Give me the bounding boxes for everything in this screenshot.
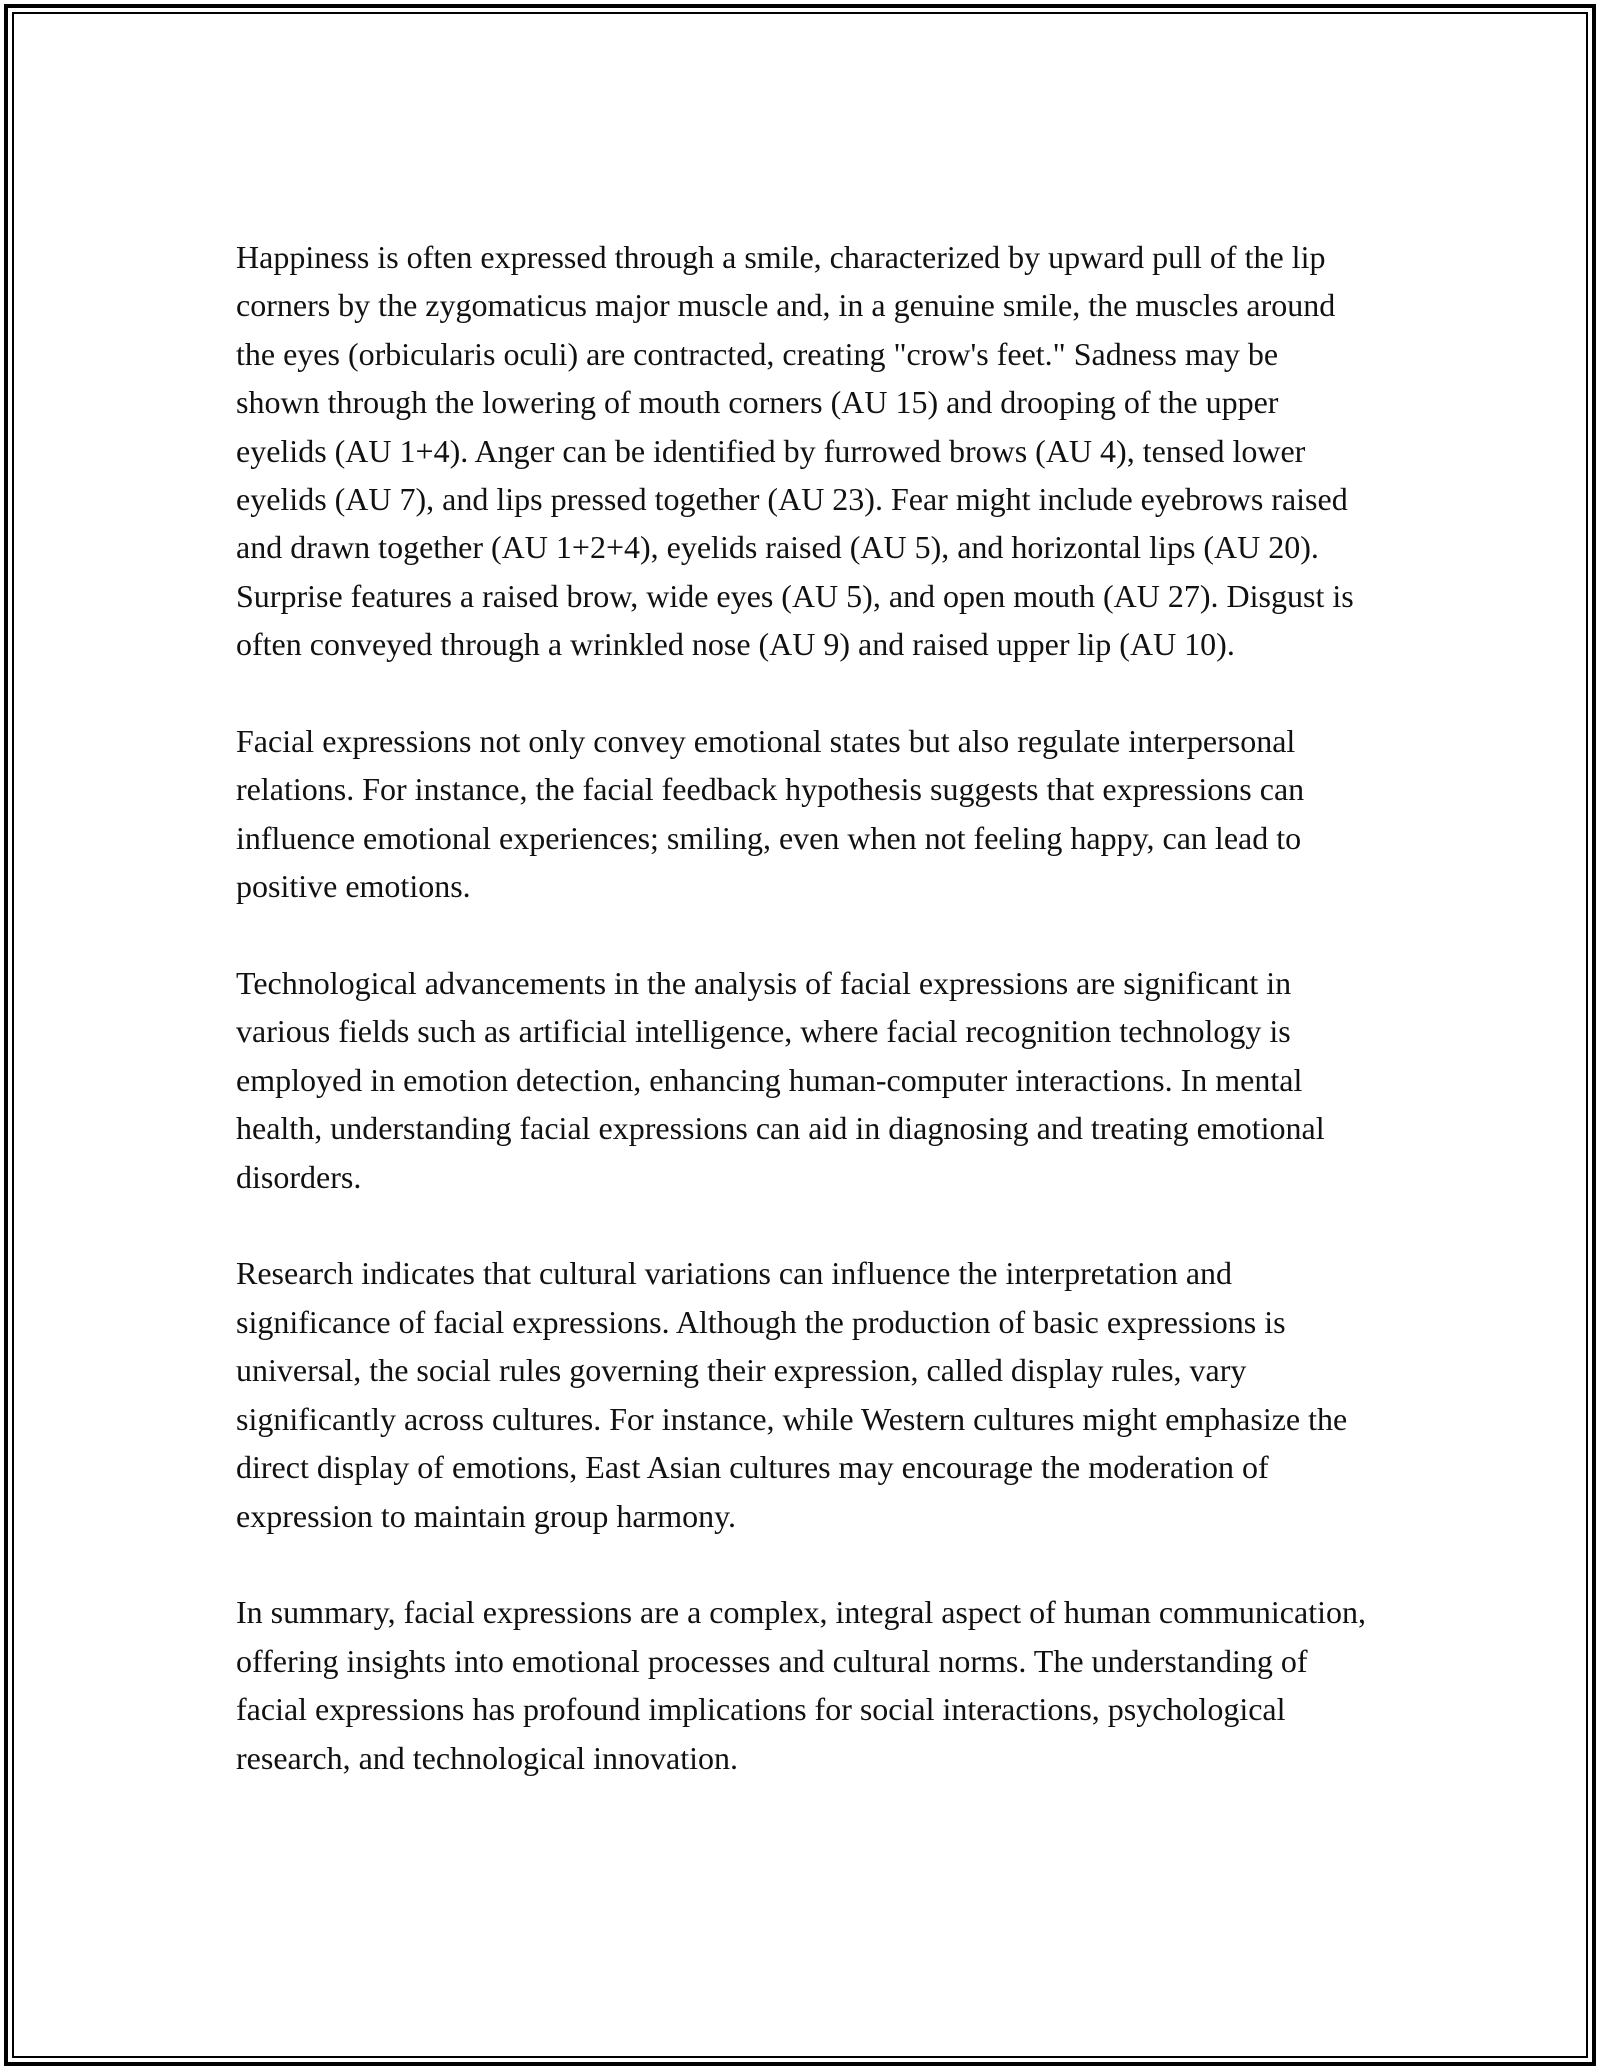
document-body [236,233,1366,1782]
paragraph-social-regulation: Facial expressions not only convey emotional states but also regulate interpersonal relations. For instance, the facial feedback hypothesis suggests that expressions can influence emotional experiences; smiling, even when not feeling happy, can lead to positive emotions. [236,723,1305,905]
paragraph-summary: In summary, facial expressions are a complex, integral aspect of human communication, offering insights into emotional processes and cultural norms. The understanding of facial expressions has profound implications for social interactions, psychological research, and technological innovation. [236,1594,1366,1776]
paragraph-cultural-variation: Research indicates that cultural variations can influence the interpretation and significance of facial expressions. Although the production of basic expressions is universal, the social rules governing their expression, called display rules, vary significantly across cultures. For instance, while Western cultures might emphasize the direct display of emotions, East Asian cultures may encourage the moderation of expression to maintain group harmony. [236,1255,1348,1534]
paragraph-technology: Technological advancements in the analysis of facial expressions are significant in various fields such as artificial intelligence, where facial recognition technology is employed in emotion detection, enhancing human-computer interactions. In mental health, understanding facial expressions can aid in diagnosing and treating emotional disorders. [236,965,1325,1195]
paragraph-emotion-expressions: Happiness is often expressed through a smile, characterized by upward pull of the lip corners by the zygomaticus major muscle and, in a genuine smile, the muscles around the eyes (orbicularis oculi) are contracted, creating "crow's feet." Sadness may be shown through the lowering of mouth corners (AU 15) and drooping of the upper eyelids (AU 1+4). Anger can be identified by furrowed brows (AU 4), tensed lower eyelids (AU 7), and lips pressed together (AU 23). Fear might include eyebrows raised and drawn together (AU 1+2+4), eyelids raised (AU 5), and horizontal lips (AU 20). Surprise features a raised brow, wide eyes (AU 5), and open mouth (AU 27). Disgust is often conveyed through a wrinkled nose (AU 9) and raised upper lip (AU 10). [236,239,1354,663]
